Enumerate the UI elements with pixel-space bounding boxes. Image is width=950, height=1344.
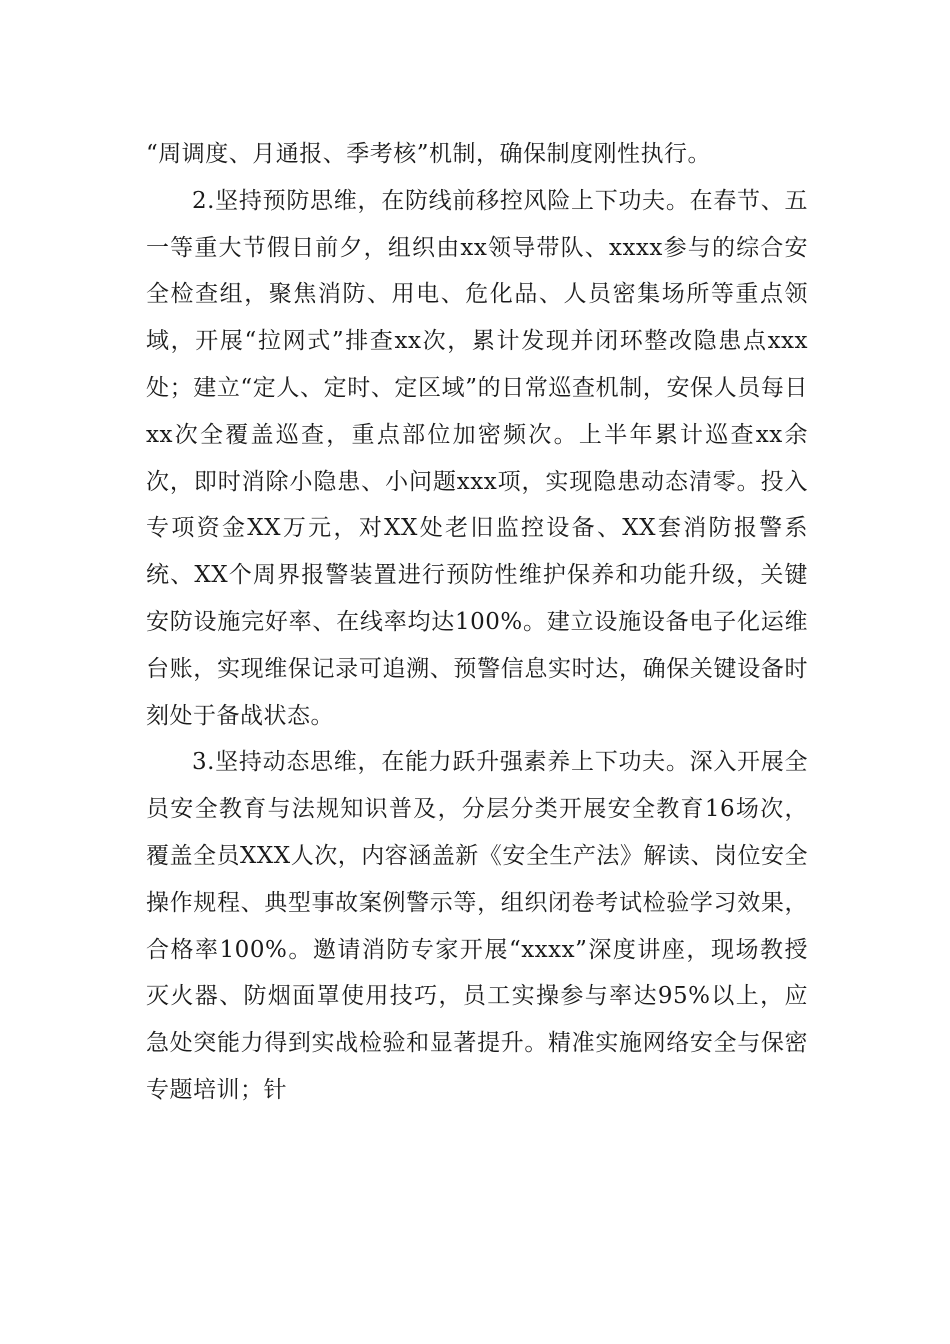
document-body: [146, 131, 808, 1114]
paragraph-continuation: “周调度、月通报、季考核”机制，确保制度刚性执行。: [146, 141, 712, 167]
paragraph-prevention-thinking: 2.坚持预防思维，在防线前移控风险上下功夫。在春节、五一等重大节假日前夕，组织由xx领导带队、xxxx参与的综合安全检查组，聚焦消防、用电、危化品、人员密集场所等重点领域，开展“拉网式”排查xx次，累计发现并闭环整改隐患点xxx处；建立“定人、定时、定区域”的日常巡查机制，安保人员每日xx次全覆盖巡查，重点部位加密频次。上半年累计巡查xx余次，即时消除小隐患、小问题xxx项，实现隐患动态清零。投入专项资金XX万元，对XX处老旧监控设备、XX套消防报警系统、XX个周界报警装置进行预防性维护保养和功能升级，关键安防设施完好率、在线率均达100%。建立设施设备电子化运维台账，实现维保记录可追溯、预警信息实时达，确保关键设备时刻处于备战状态。: [146, 187, 808, 729]
paragraph-dynamic-thinking: 3.坚持动态思维，在能力跃升强素养上下功夫。深入开展全员安全教育与法规知识普及，分层分类开展安全教育16场次，覆盖全员XXX人次，内容涵盖新《安全生产法》解读、岗位安全操作规程、典型事故案例警示等，组织闭卷考试检验学习效果，合格率100%。邀请消防专家开展“xxxx”深度讲座，现场教授灭火器、防烟面罩使用技巧，员工实操参与率达95%以上，应急处突能力得到实战检验和显著提升。精准实施网络安全与保密专题培训；针: [146, 749, 808, 1103]
